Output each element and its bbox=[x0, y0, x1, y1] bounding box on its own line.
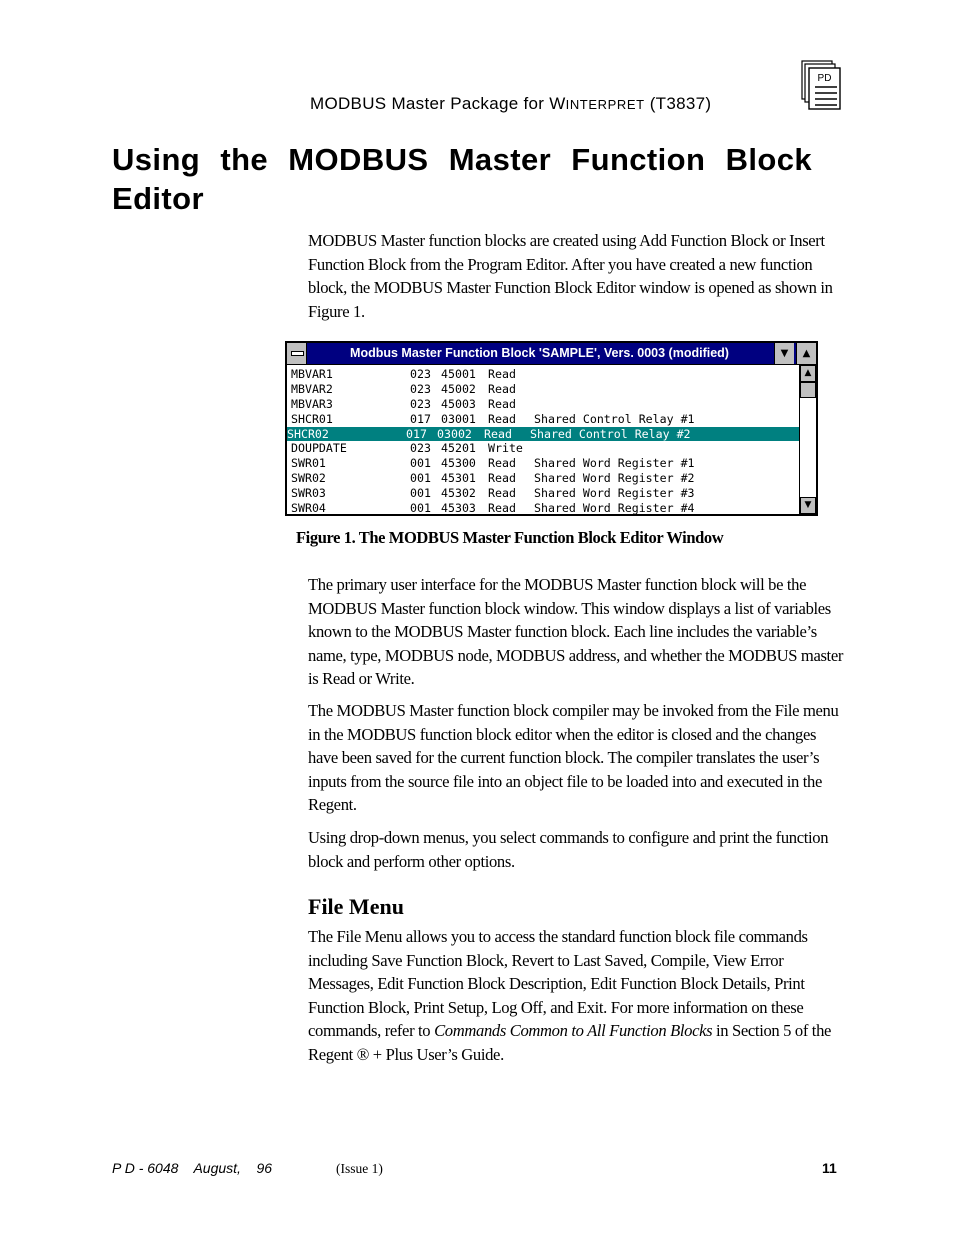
variable-name: SWR03 bbox=[291, 486, 326, 501]
variable-address: 45303 bbox=[441, 501, 476, 516]
variable-row[interactable] bbox=[291, 367, 799, 382]
variable-row[interactable] bbox=[291, 412, 799, 427]
variable-access: Read bbox=[488, 396, 516, 411]
variable-row[interactable] bbox=[291, 471, 799, 486]
variable-access: Read bbox=[488, 501, 516, 516]
variable-list[interactable] bbox=[287, 367, 799, 516]
vertical-scrollbar[interactable] bbox=[799, 365, 816, 514]
variable-name: SWR04 bbox=[291, 501, 326, 516]
variable-type: 001 bbox=[410, 471, 431, 486]
variable-address: 45201 bbox=[441, 441, 476, 456]
intro-paragraph: MODBUS Master function blocks are created using Add Function Block or Insert Function Block from the Program Editor. After you have created a new function block, the MODBUS Master Function Block Editor window is opened as shown in Figure 1. bbox=[308, 231, 833, 321]
variable-access: Read bbox=[488, 471, 516, 486]
paragraph-file-menu bbox=[308, 925, 844, 1066]
variable-description: Shared Word Register #3 bbox=[534, 486, 695, 501]
footer-document-id: P D - 6048 August, 96 bbox=[112, 1160, 273, 1176]
variable-access: Write bbox=[488, 441, 523, 456]
variable-name: SWR02 bbox=[291, 471, 326, 486]
variable-name: MBVAR2 bbox=[291, 381, 333, 396]
variable-access: Read bbox=[488, 367, 516, 381]
variable-name: SWR01 bbox=[291, 456, 326, 471]
variable-access: Read bbox=[488, 411, 516, 426]
page-number: 11 bbox=[822, 1160, 837, 1176]
variable-address: 45301 bbox=[441, 471, 476, 486]
variable-name: SHCR01 bbox=[291, 411, 333, 426]
variable-address: 45302 bbox=[441, 486, 476, 501]
file-menu-text: The File Menu allows you to access the standard function block file commands including Save Function Block, Revert to Last Saved, Compile, View Error Messages, Edit Function Block Description, Edit Function Block Details, Print Function Block, Print Setup, Log Off, and Exit. For more information on these commands, refer to bbox=[308, 927, 808, 1040]
variable-description: Shared Word Register #4 bbox=[534, 501, 695, 516]
variable-address: 45001 bbox=[441, 367, 476, 381]
variable-type: 023 bbox=[410, 367, 431, 381]
paragraph-dropdown: Using drop-down menus, you select commands to configure and print the function block and perform other options. bbox=[308, 828, 829, 871]
variable-row[interactable] bbox=[291, 397, 799, 412]
variable-type: 017 bbox=[410, 411, 431, 426]
footer-issue: (Issue 1) bbox=[336, 1161, 383, 1176]
running-head-smallcaps: INTERPRET bbox=[565, 97, 645, 112]
pd-logo-icon bbox=[801, 60, 841, 110]
scroll-thumb[interactable] bbox=[800, 382, 816, 398]
variable-type: 023 bbox=[410, 441, 431, 456]
variable-type: 017 bbox=[406, 426, 427, 441]
window-titlebar bbox=[287, 343, 816, 365]
page-title: Using the MODBUS Master Function Block Editor bbox=[112, 142, 812, 216]
variable-type: 001 bbox=[410, 486, 431, 501]
variable-type: 023 bbox=[410, 396, 431, 411]
figure-caption: Figure 1. The MODBUS Master Function Block Editor Window bbox=[296, 528, 724, 547]
running-head bbox=[310, 94, 711, 114]
variable-address: 03001 bbox=[441, 411, 476, 426]
variable-access: Read bbox=[488, 381, 516, 396]
variable-row[interactable] bbox=[287, 427, 803, 442]
variable-description: Shared Word Register #1 bbox=[534, 456, 695, 471]
variable-row[interactable] bbox=[291, 382, 799, 397]
pd-logo-text: PD bbox=[817, 73, 832, 84]
variable-address: 45002 bbox=[441, 381, 476, 396]
section-heading-file-menu: File Menu bbox=[308, 894, 404, 919]
maximize-button[interactable]: ▲ bbox=[796, 343, 816, 364]
variable-address: 45300 bbox=[441, 456, 476, 471]
file-menu-reference: Commands Common to All Function Blocks bbox=[434, 1021, 713, 1040]
variable-row[interactable] bbox=[291, 486, 799, 501]
variable-description: Shared Control Relay #1 bbox=[534, 411, 695, 426]
variable-type: 001 bbox=[410, 501, 431, 516]
variable-access: Read bbox=[488, 456, 516, 471]
variable-type: 001 bbox=[410, 456, 431, 471]
variable-description: Shared Control Relay #2 bbox=[530, 426, 691, 441]
system-menu-icon bbox=[291, 351, 304, 356]
scroll-down-button[interactable]: ▼ bbox=[800, 497, 816, 514]
scroll-up-button[interactable]: ▲ bbox=[800, 365, 816, 382]
function-block-editor-window bbox=[285, 341, 818, 516]
variable-name: SHCR02 bbox=[287, 426, 329, 441]
system-menu-button[interactable] bbox=[287, 343, 307, 364]
window-title: Modbus Master Function Block 'SAMPLE', Vers. 0003 (modified) bbox=[350, 346, 729, 360]
file-menu-text-end: in Section 5 of the Regent ® + Plus User’s Guide. bbox=[308, 1021, 832, 1064]
minimize-button[interactable]: ▼ bbox=[774, 343, 794, 364]
variable-type: 023 bbox=[410, 381, 431, 396]
variable-name: MBVAR3 bbox=[291, 396, 333, 411]
variable-address: 45003 bbox=[441, 396, 476, 411]
variable-name: MBVAR1 bbox=[291, 367, 333, 381]
variable-row[interactable] bbox=[291, 456, 799, 471]
running-head-suffix: (T3837) bbox=[644, 94, 712, 113]
paragraph-compiler: The MODBUS Master function block compiler may be invoked from the File menu in the MODBUS function block editor when the editor is closed and the changes have been saved for the current function block. The compiler translates the user’s inputs from the source file into an object file to be loaded into and executed in the Regent. bbox=[308, 701, 839, 814]
variable-access: Read bbox=[488, 486, 516, 501]
variable-address: 03002 bbox=[437, 426, 472, 441]
variable-row[interactable] bbox=[291, 441, 799, 456]
variable-description: Shared Word Register #2 bbox=[534, 471, 695, 486]
variable-row[interactable] bbox=[291, 501, 799, 516]
running-head-prefix: MODBUS Master Package for W bbox=[310, 94, 566, 113]
paragraph-interface: The primary user interface for the MODBUS Master function block will be the MODBUS Master function block window. This window displays a list of variables known to the MODBUS Master function block. Each line includes the variable’s name, type, MODBUS node, MODBUS address, and whether the MODBUS master is Read or Write. bbox=[308, 575, 844, 688]
variable-access: Read bbox=[484, 426, 512, 441]
variable-name: DOUPDATE bbox=[291, 441, 347, 456]
